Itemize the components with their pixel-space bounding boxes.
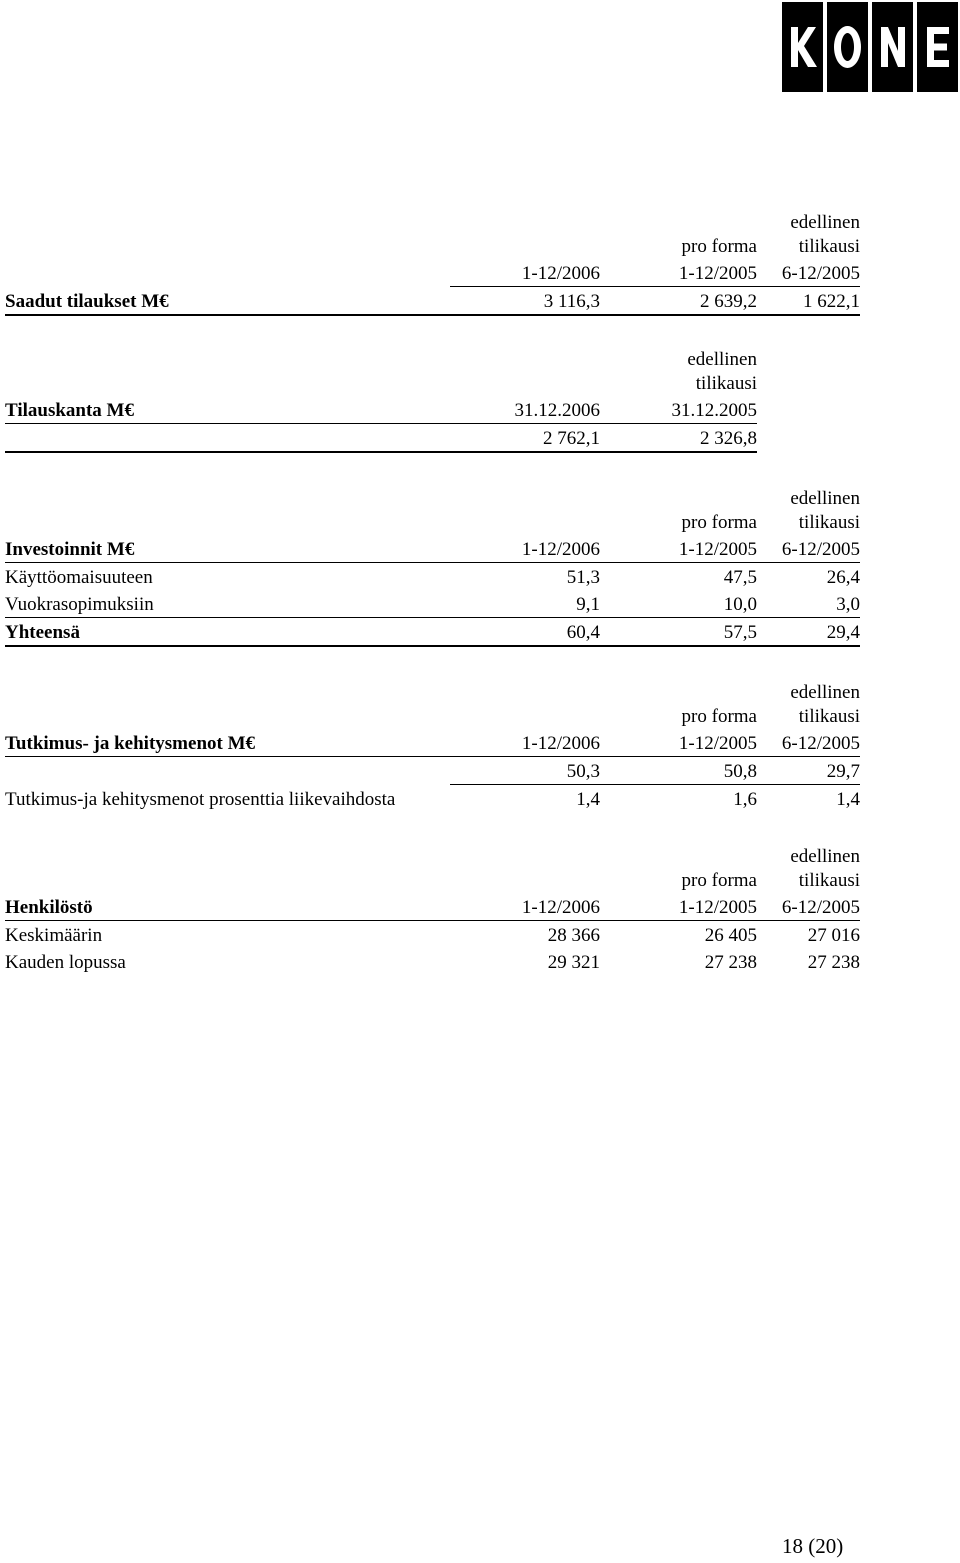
cell-value: 29,4 bbox=[757, 618, 860, 647]
row-label: Käyttöomaisuuteen bbox=[5, 567, 153, 588]
section-title: Investoinnit M€ bbox=[5, 535, 450, 563]
cell-value: 60,4 bbox=[450, 618, 600, 647]
header-cell bbox=[600, 681, 757, 705]
header-cell bbox=[600, 211, 757, 235]
row-label: Kauden lopussa bbox=[5, 952, 126, 973]
header-cell bbox=[450, 348, 600, 372]
cell-value: 51,3 bbox=[566, 567, 600, 588]
cell-value: 27 238 bbox=[704, 952, 757, 973]
table-row bbox=[5, 287, 860, 316]
section-title: Henkilöstö bbox=[5, 893, 450, 921]
capex-table bbox=[5, 487, 860, 647]
header-cell: edellinen bbox=[687, 349, 757, 370]
cell-value: 2 326,8 bbox=[600, 424, 757, 453]
cell-value: 2 639,2 bbox=[600, 287, 757, 316]
cell-value: 57,5 bbox=[600, 618, 757, 647]
section-title: Tilauskanta M€ bbox=[5, 396, 450, 424]
cell-value: 3,0 bbox=[757, 590, 860, 618]
header-cell bbox=[450, 705, 600, 729]
period-header: 1-12/2006 bbox=[450, 893, 600, 921]
cell-value: 50,3 bbox=[450, 757, 600, 785]
header-cell bbox=[450, 681, 600, 705]
period-header: 1-12/2005 bbox=[600, 535, 757, 563]
row-label: Keskimäärin bbox=[5, 925, 103, 946]
cell-value: 3 116,3 bbox=[450, 287, 600, 316]
period-header: 1-12/2005 bbox=[600, 259, 757, 287]
cell-value: 1,6 bbox=[733, 789, 757, 810]
table-row bbox=[5, 563, 860, 591]
date-header: 31.12.2006 bbox=[450, 396, 600, 424]
section-title: Tutkimus- ja kehitysmenot M€ bbox=[5, 729, 450, 757]
cell-value: 26 405 bbox=[704, 925, 757, 946]
header-cell: pro forma bbox=[681, 706, 757, 727]
table-row bbox=[5, 424, 757, 453]
header-cell: tilikausi bbox=[798, 870, 860, 891]
header-cell bbox=[450, 211, 600, 235]
page-number: 18 (20) bbox=[782, 1534, 844, 1558]
table-row bbox=[5, 618, 860, 647]
period-header: 6-12/2005 bbox=[757, 893, 860, 921]
table-row bbox=[5, 757, 860, 785]
rnd-table bbox=[5, 681, 860, 812]
header-cell: pro forma bbox=[681, 512, 757, 533]
period-header: 1-12/2006 bbox=[450, 729, 600, 757]
period-header: 6-12/2005 bbox=[757, 729, 860, 757]
header-cell: pro forma bbox=[681, 870, 757, 891]
table-row bbox=[5, 590, 860, 618]
cell-value: 29 321 bbox=[547, 952, 600, 973]
row-label: Vuokrasopimuksiin bbox=[5, 590, 450, 618]
cell-value: 27 016 bbox=[807, 925, 860, 946]
cell-value: 50,8 bbox=[600, 757, 757, 785]
cell-value: 9,1 bbox=[450, 590, 600, 618]
header-cell: edellinen bbox=[790, 846, 860, 867]
date-header: 31.12.2005 bbox=[600, 396, 757, 424]
period-header: 1-12/2005 bbox=[600, 729, 757, 757]
row-label: Saadut tilaukset M€ bbox=[5, 287, 450, 316]
header-cell: tilikausi bbox=[798, 512, 860, 533]
cell-value: 47,5 bbox=[723, 567, 757, 588]
header-cell: edellinen bbox=[790, 488, 860, 509]
header-cell bbox=[450, 869, 600, 893]
header-cell bbox=[450, 372, 600, 396]
cell-value: 2 762,1 bbox=[450, 424, 600, 453]
header-cell bbox=[600, 845, 757, 869]
row-label: Tutkimus-ja kehitysmenot prosenttia liikevaihdosta bbox=[5, 789, 396, 810]
header-cell: tilikausi bbox=[798, 706, 860, 727]
header-cell bbox=[450, 235, 600, 259]
period-header: 1-12/2006 bbox=[450, 535, 600, 563]
header-cell: pro forma bbox=[681, 236, 757, 257]
row-label bbox=[5, 757, 450, 785]
period-header: 1-12/2006 bbox=[450, 259, 600, 287]
header-cell bbox=[450, 511, 600, 535]
period-header: 1-12/2005 bbox=[600, 893, 757, 921]
kone-logo bbox=[782, 2, 958, 92]
table-row bbox=[5, 921, 860, 949]
cell-value: 26,4 bbox=[826, 567, 860, 588]
cell-value: 1,4 bbox=[836, 789, 860, 810]
header-cell: edellinen bbox=[790, 212, 860, 233]
cell-value: 10,0 bbox=[600, 590, 757, 618]
period-header: 6-12/2005 bbox=[757, 259, 860, 287]
header-cell bbox=[600, 487, 757, 511]
header-cell: edellinen bbox=[790, 682, 860, 703]
cell-value: 28 366 bbox=[547, 925, 600, 946]
cell-value: 27 238 bbox=[807, 952, 860, 973]
table-row bbox=[5, 948, 860, 975]
row-label: Yhteensä bbox=[5, 618, 450, 647]
personnel-table bbox=[5, 845, 860, 975]
header-cell: tilikausi bbox=[695, 373, 757, 394]
header-cell bbox=[450, 845, 600, 869]
cell-value: 29,7 bbox=[757, 757, 860, 785]
table-row bbox=[5, 785, 860, 813]
orders-table bbox=[5, 211, 860, 316]
header-cell: tilikausi bbox=[798, 236, 860, 257]
cell-value: 1 622,1 bbox=[757, 287, 860, 316]
period-header: 6-12/2005 bbox=[757, 535, 860, 563]
header-cell bbox=[450, 487, 600, 511]
cell-value: 1,4 bbox=[576, 789, 600, 810]
backlog-table bbox=[5, 348, 757, 453]
